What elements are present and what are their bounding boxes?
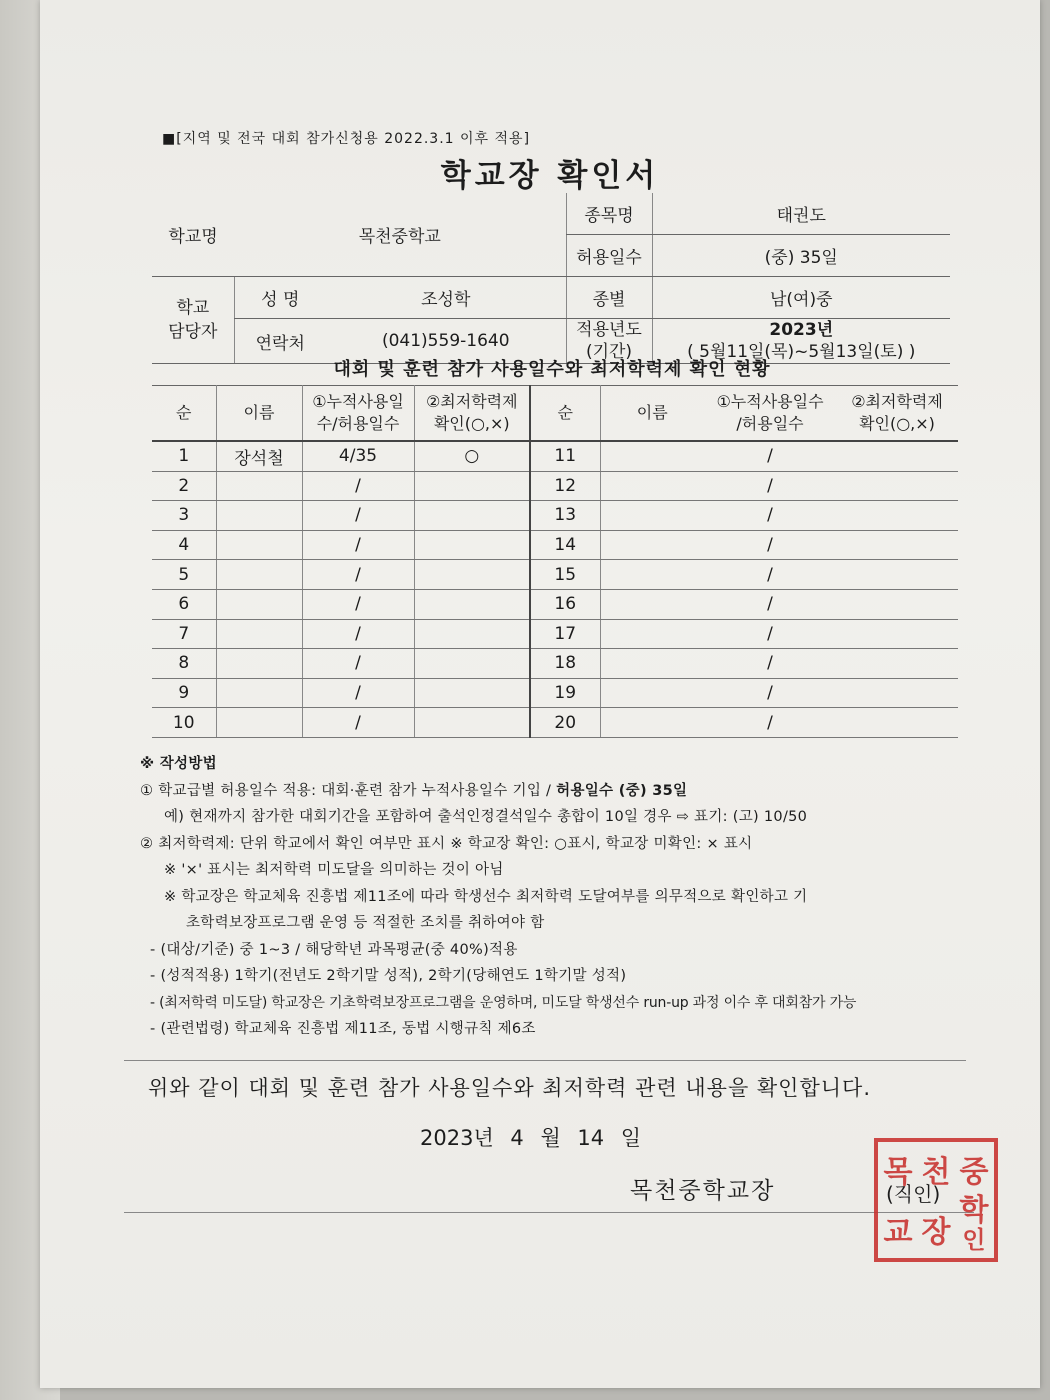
allowed-days-label: 허용일수 — [566, 235, 652, 277]
manager-name: 조성학 — [326, 277, 566, 319]
principal-title: 목천중학교장 — [630, 1178, 776, 1204]
row-check — [414, 589, 530, 619]
row-seq: 1 — [152, 441, 216, 471]
row-seq-right: 18 — [530, 649, 600, 679]
row-days: / — [302, 471, 414, 501]
col-name-right: 이름 — [600, 386, 704, 442]
col-min — [414, 386, 530, 442]
table-row — [152, 501, 958, 531]
row-seq-right: 15 — [530, 560, 600, 590]
row-check — [414, 678, 530, 708]
row-check — [414, 501, 530, 531]
col-days-right-l1: ①누적사용일수 — [716, 392, 824, 411]
detail-2: - (성적적용) 1학기(전년도 2학기말 성적), 2학기(당해연도 1학기말 성적) — [150, 968, 627, 984]
manager-label-line2: 담당자 — [168, 322, 218, 342]
manager-name-label: 성 명 — [234, 277, 326, 319]
period-label-line1: 적용년도 — [576, 320, 642, 340]
row-check-right — [836, 560, 958, 590]
issue-date: 2023년 4 월 14 일 — [420, 1126, 642, 1150]
row-days-right: / — [704, 649, 836, 679]
row-seq-right: 11 — [530, 441, 600, 471]
row-days-right: / — [704, 560, 836, 590]
event-value: 태권도 — [652, 193, 950, 235]
row-seq-right: 17 — [530, 619, 600, 649]
col-min-right — [836, 386, 958, 442]
row-name — [216, 530, 302, 560]
row-days-right: / — [704, 441, 836, 471]
note-2-sub2b: 초학력보장프로그램 운영 등 적절한 조치를 취하여야 함 — [186, 915, 545, 931]
row-seq: 5 — [152, 560, 216, 590]
seal-char: 교 — [883, 1215, 913, 1250]
col-days-right-l2: /허용일수 — [736, 414, 804, 433]
col-min-right-l1: ②최저학력제 — [851, 392, 943, 411]
note-2: ② 최저학력제: 단위 학교에서 확인 여부만 표시 ※ 학교장 확인: ○표시, 학교장 미확인: × 표시 — [140, 835, 753, 852]
col-seq-right: 순 — [530, 386, 600, 442]
seal-char: 학 — [959, 1193, 989, 1228]
col-seq: 순 — [152, 386, 216, 442]
row-seq-right: 19 — [530, 678, 600, 708]
row-name-right — [600, 530, 704, 560]
row-name — [216, 560, 302, 590]
divider-top — [124, 1060, 966, 1061]
note-2-sub2a: ※ 학교장은 학교체육 진흥법 제11조에 따라 학생선수 최저학력 도달여부를 의무적으로 확인하고 기 — [164, 888, 808, 905]
row-days: / — [302, 589, 414, 619]
header-note: ■[지역 및 전국 대회 참가신청용 2022.3.1 이후 적용] — [162, 131, 531, 147]
row-days-right: / — [704, 678, 836, 708]
table-row — [152, 619, 958, 649]
row-seq: 8 — [152, 649, 216, 679]
row-name — [216, 471, 302, 501]
row-check-right — [836, 619, 958, 649]
row-seq: 4 — [152, 530, 216, 560]
row-seq-right: 16 — [530, 589, 600, 619]
row-name-right — [600, 560, 704, 590]
table-row — [152, 441, 958, 471]
col-min-l2: 확인(○,×) — [433, 414, 510, 433]
detail-4: - (관련법령) 학교체육 진흥법 제11조, 동법 시행규칙 제6조 — [150, 1021, 536, 1037]
note-2-sub1: ※ '×' 표시는 최저학력 미도달을 의미하는 것이 아님 — [164, 862, 504, 878]
row-name: 장석철 — [216, 441, 302, 471]
row-check — [414, 560, 530, 590]
row-check-right — [836, 589, 958, 619]
detail-1: - (대상/기준) 중 1~3 / 해당학년 과목평균(중 40%)적용 — [150, 941, 518, 958]
row-seq: 3 — [152, 501, 216, 531]
school-name-label: 학교명 — [152, 193, 234, 277]
col-min-l1: ②최저학력제 — [425, 392, 518, 411]
col-days-l1: ①누적사용일 — [312, 392, 404, 411]
period-year: 2023년 — [769, 320, 834, 340]
row-seq: 9 — [152, 678, 216, 708]
row-days-right: / — [704, 708, 836, 738]
row-name — [216, 619, 302, 649]
row-check-right — [836, 501, 958, 531]
col-min-right-l2: 확인(○,×) — [859, 414, 935, 433]
table-row — [152, 708, 958, 738]
row-check-right — [836, 441, 958, 471]
row-name — [216, 501, 302, 531]
row-days-right: / — [704, 619, 836, 649]
table-row — [152, 678, 958, 708]
instructions — [140, 751, 970, 1043]
period-range: ( 5월11일(목)~5월13일(토) ) — [687, 342, 916, 362]
row-seq: 7 — [152, 619, 216, 649]
row-seq-right: 12 — [530, 471, 600, 501]
row-seq: 6 — [152, 589, 216, 619]
allowed-days-value: (중) 35일 — [652, 235, 950, 277]
seal-char: 목 — [883, 1155, 913, 1190]
row-name-right — [600, 649, 704, 679]
row-check — [414, 708, 530, 738]
row-name — [216, 649, 302, 679]
detail-3: - (최저학력 미도달) 학교장은 기초학력보장프로그램을 운영하며, 미도달 학생선수 run-up 과정 이수 후 대회참가 가능 — [150, 994, 857, 1011]
status-subtitle: 대회 및 훈련 참가 사용일수와 최저학력제 확인 현황 — [333, 359, 771, 380]
row-check-right — [836, 530, 958, 560]
table-row — [152, 471, 958, 501]
period-label-line2: (기간) — [585, 342, 633, 362]
row-name-right — [600, 619, 704, 649]
note-1 — [140, 778, 970, 805]
row-days-right: / — [704, 589, 836, 619]
status-table — [152, 385, 958, 738]
document-title: 학교장 확인서 — [440, 158, 660, 194]
note-1-bold: 허용일수 (중) 35일 — [556, 782, 688, 799]
row-days: / — [302, 501, 414, 531]
row-check — [414, 471, 530, 501]
table-row — [152, 560, 958, 590]
row-days-right: / — [704, 530, 836, 560]
row-seq: 10 — [152, 708, 216, 738]
row-name — [216, 678, 302, 708]
seal-char: 장 — [921, 1215, 951, 1250]
sign-label: (직인) — [886, 1182, 941, 1206]
col-days-l2: 수/허용일수 — [316, 414, 400, 433]
row-days-right: / — [704, 471, 836, 501]
seal-char: 천 — [921, 1155, 951, 1190]
note-1-text: ① 학교급별 허용일수 적용: 대회·훈련 참가 누적사용일수 기입 / — [140, 782, 557, 799]
info-table — [152, 193, 950, 364]
col-days — [302, 386, 414, 442]
table-row — [152, 530, 958, 560]
row-seq-right: 13 — [530, 501, 600, 531]
divider-bottom — [124, 1212, 974, 1213]
seal-char: 중 — [959, 1155, 989, 1190]
row-seq-right: 20 — [530, 708, 600, 738]
row-check-right — [836, 471, 958, 501]
row-check-right — [836, 708, 958, 738]
row-days: / — [302, 619, 414, 649]
row-seq-right: 14 — [530, 530, 600, 560]
row-days: / — [302, 649, 414, 679]
row-days-right: / — [704, 501, 836, 531]
row-name — [216, 589, 302, 619]
gender-value: 남(여)중 — [652, 277, 950, 319]
contact-value: (041)559-1640 — [326, 319, 566, 364]
manager-label-line1: 학교 — [176, 298, 210, 318]
row-check-right — [836, 678, 958, 708]
confirm-statement: 위와 같이 대회 및 훈련 참가 사용일수와 최저학력 관련 내용을 확인합니다. — [148, 1076, 872, 1100]
gender-label: 종별 — [566, 277, 652, 319]
row-seq: 2 — [152, 471, 216, 501]
row-name-right — [600, 589, 704, 619]
seal-char: 인 — [962, 1225, 986, 1254]
col-days-right — [704, 386, 836, 442]
row-days: 4/35 — [302, 441, 414, 471]
row-name-right — [600, 441, 704, 471]
row-name-right — [600, 471, 704, 501]
event-label: 종목명 — [566, 193, 652, 235]
col-name: 이름 — [216, 386, 302, 442]
table-row — [152, 649, 958, 679]
row-check: ○ — [414, 441, 530, 471]
row-check-right — [836, 649, 958, 679]
row-name-right — [600, 501, 704, 531]
row-days: / — [302, 708, 414, 738]
row-name-right — [600, 708, 704, 738]
row-days: / — [302, 530, 414, 560]
manager-label — [152, 277, 234, 364]
row-days: / — [302, 678, 414, 708]
row-name — [216, 708, 302, 738]
table-row — [152, 589, 958, 619]
row-name-right — [600, 678, 704, 708]
school-name: 목천중학교 — [234, 193, 566, 277]
row-check — [414, 649, 530, 679]
contact-label: 연락처 — [234, 319, 326, 364]
row-days: / — [302, 560, 414, 590]
row-check — [414, 619, 530, 649]
note-1-example: 예) 현재까지 참가한 대회기간을 포함하여 출석인정결석일수 총합이 10일 경우 ⇨ 표기: (고) 10/50 — [164, 809, 808, 825]
instructions-heading: ※ 작성방법 — [140, 756, 217, 772]
row-check — [414, 530, 530, 560]
